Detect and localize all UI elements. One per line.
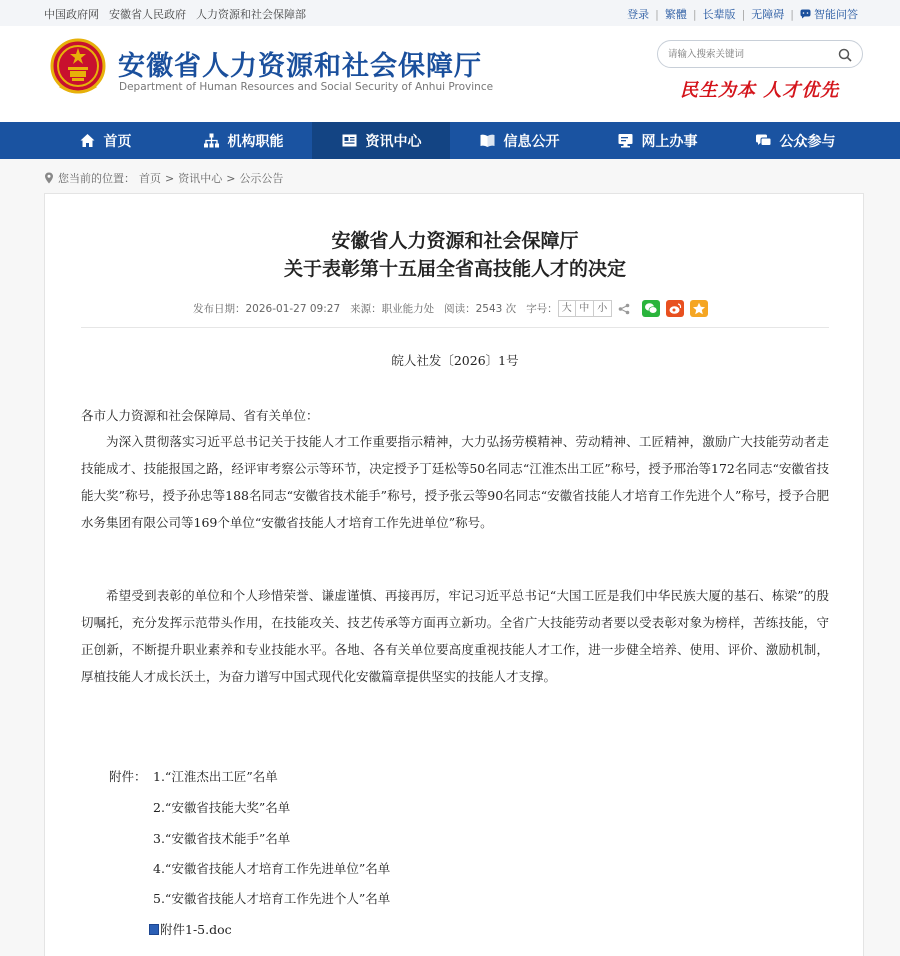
separator: |	[692, 7, 697, 21]
top-links	[44, 6, 306, 22]
breadcrumb-separator: >	[226, 171, 236, 185]
salutation: 各市人力资源和社会保障局、省有关单位：	[81, 408, 319, 423]
attachment-item-4: 4.“安徽省技能人才培育工作先进单位”名单	[153, 861, 391, 876]
login-link[interactable]: 登录	[627, 8, 650, 21]
nav-label: 首页	[103, 133, 132, 150]
site-title: 安徽省人力资源和社会保障厅	[118, 51, 482, 82]
location-pin-icon	[44, 172, 54, 184]
article-meta	[193, 300, 708, 317]
site-subtitle: Department of Human Resources and Social Security of Anhui Province	[119, 81, 494, 93]
paragraph-1: 为深入贯彻落实习近平总书记关于技能人才工作重要指示精神，大力弘扬劳模精神、劳动精神、工匠精神，激励广大技能劳动者走技能成才、技能报国之路，经评审考察公示等环节，决定授予丁廷松等50名同志“江淮杰出工匠”称号，授予邢治等172名同志“安徽省技能大奖”称号，授予孙忠等188名同志“安徽省技术能手”称号，授予张云等90名同志“安徽省技能人才培育工作先进个人”称号，授予合肥水务集团有限公司等169个单位“安徽省技能人才培育工作先进单位”称号。	[81, 434, 829, 530]
link-mohrss[interactable]: 人力资源和社会保障部	[196, 8, 306, 21]
article-title-line1: 安徽省人力资源和社会保障厅	[331, 230, 579, 252]
smart-qa-link[interactable]: 智能问答	[814, 8, 858, 21]
nav-label: 网上办事	[641, 133, 698, 150]
site-header	[0, 26, 900, 122]
search-box	[657, 40, 863, 68]
breadcrumb-announcements[interactable]: 公示公告	[239, 172, 284, 185]
article-panel	[44, 193, 864, 956]
search-icon[interactable]	[838, 47, 852, 61]
home-icon	[79, 132, 96, 149]
service-icon	[617, 132, 634, 149]
search-input[interactable]	[668, 46, 828, 63]
meta-divider	[81, 327, 829, 328]
nav-info-disclosure[interactable]	[450, 122, 588, 159]
breadcrumb-news-center[interactable]: 资讯中心	[178, 172, 223, 185]
views-count: 2543 次	[475, 303, 517, 315]
nav-label: 资讯中心	[365, 133, 422, 150]
attachment-item-1: 1.“江淮杰出工匠”名单	[153, 769, 278, 784]
fontsize-small-button[interactable]: 小	[594, 300, 612, 317]
separator: |	[741, 7, 746, 21]
fontsize-label: 字号：	[526, 303, 558, 315]
publish-date: 2026-01-27 09:27	[245, 302, 341, 315]
smart-qa-icon	[800, 9, 811, 19]
top-utility-bar	[0, 0, 900, 26]
elder-version-link[interactable]: 长辈版	[702, 8, 736, 21]
date-label: 发布日期：	[193, 303, 246, 315]
attachments-label: 附件：	[109, 769, 147, 784]
news-icon	[341, 132, 358, 149]
top-right-links	[627, 6, 858, 22]
chat-icon	[755, 132, 772, 149]
separator: |	[655, 7, 659, 21]
separator: |	[790, 7, 794, 21]
book-icon	[479, 132, 496, 149]
document-number: 皖人社发〔2026〕1号	[391, 353, 519, 368]
fontsize-medium-button[interactable]: 中	[576, 300, 594, 317]
nav-label: 公众参与	[779, 133, 836, 150]
attachment-item-5: 5.“安徽省技能人才培育工作先进个人”名单	[153, 891, 391, 906]
breadcrumb	[44, 170, 283, 186]
paragraph-2: 希望受到表彰的单位和个人珍惜荣誉、谦虚谨慎、再接再厉，牢记习近平总书记“大国工匠是我们中华民族大厦的基石、栋梁”的殷切嘱托，充分发挥示范带头作用，在技能攻关、技艺传承等方面再立新功。全省广大技能劳动者要以受表彰对象为榜样，苦练技能，守正创新，不断提升职业素养和专业技能水平。各地、各有关单位要高度重视技能人才工作，进一步健全培养、使用、评价、激励机制，厚植技能人才成长沃土，为奋力谱写中国式现代化安徽篇章提供坚实的技能人才支撑。	[81, 588, 829, 684]
link-gov-cn[interactable]: 中国政府网	[44, 8, 99, 21]
accessibility-link[interactable]: 无障碍	[751, 8, 785, 21]
slogan: 民生为本 人才优先	[680, 80, 840, 101]
article-title-line2: 关于表彰第十五届全省高技能人才的决定	[283, 258, 626, 280]
doc-file-icon	[149, 924, 159, 935]
source-value: 职业能力处	[381, 303, 435, 315]
nav-news-center[interactable]	[312, 122, 450, 159]
breadcrumb-prefix: 您当前的位置：	[58, 172, 135, 185]
attachment-download-link[interactable]	[149, 920, 232, 938]
source-label: 来源：	[350, 303, 382, 315]
national-emblem-icon[interactable]	[50, 38, 106, 96]
views-label: 阅读：	[444, 303, 476, 315]
wechat-share-icon[interactable]	[642, 300, 660, 317]
nav-online-service[interactable]	[588, 122, 726, 159]
attachment-item-3: 3.“安徽省技术能手”名单	[153, 831, 291, 846]
traditional-chinese-link[interactable]: 繁體	[664, 8, 687, 21]
nav-home[interactable]	[36, 122, 174, 159]
main-nav	[0, 122, 900, 159]
nav-public-participation[interactable]	[726, 122, 864, 159]
attachment-item-2: 2.“安徽省技能大奖”名单	[153, 800, 291, 815]
nav-organization[interactable]	[174, 122, 312, 159]
nav-label: 信息公开	[503, 133, 560, 150]
weibo-share-icon[interactable]	[666, 300, 684, 317]
qzone-share-icon[interactable]	[690, 300, 708, 317]
breadcrumb-separator: >	[165, 171, 175, 185]
share-icon[interactable]	[618, 303, 630, 315]
breadcrumb-home[interactable]: 首页	[139, 172, 161, 185]
link-ah-gov[interactable]: 安徽省人民政府	[109, 8, 186, 21]
attachment-filename: 附件1-5.doc	[160, 922, 232, 937]
org-chart-icon	[203, 132, 220, 149]
nav-label: 机构职能	[227, 133, 284, 150]
fontsize-large-button[interactable]: 大	[558, 300, 576, 317]
